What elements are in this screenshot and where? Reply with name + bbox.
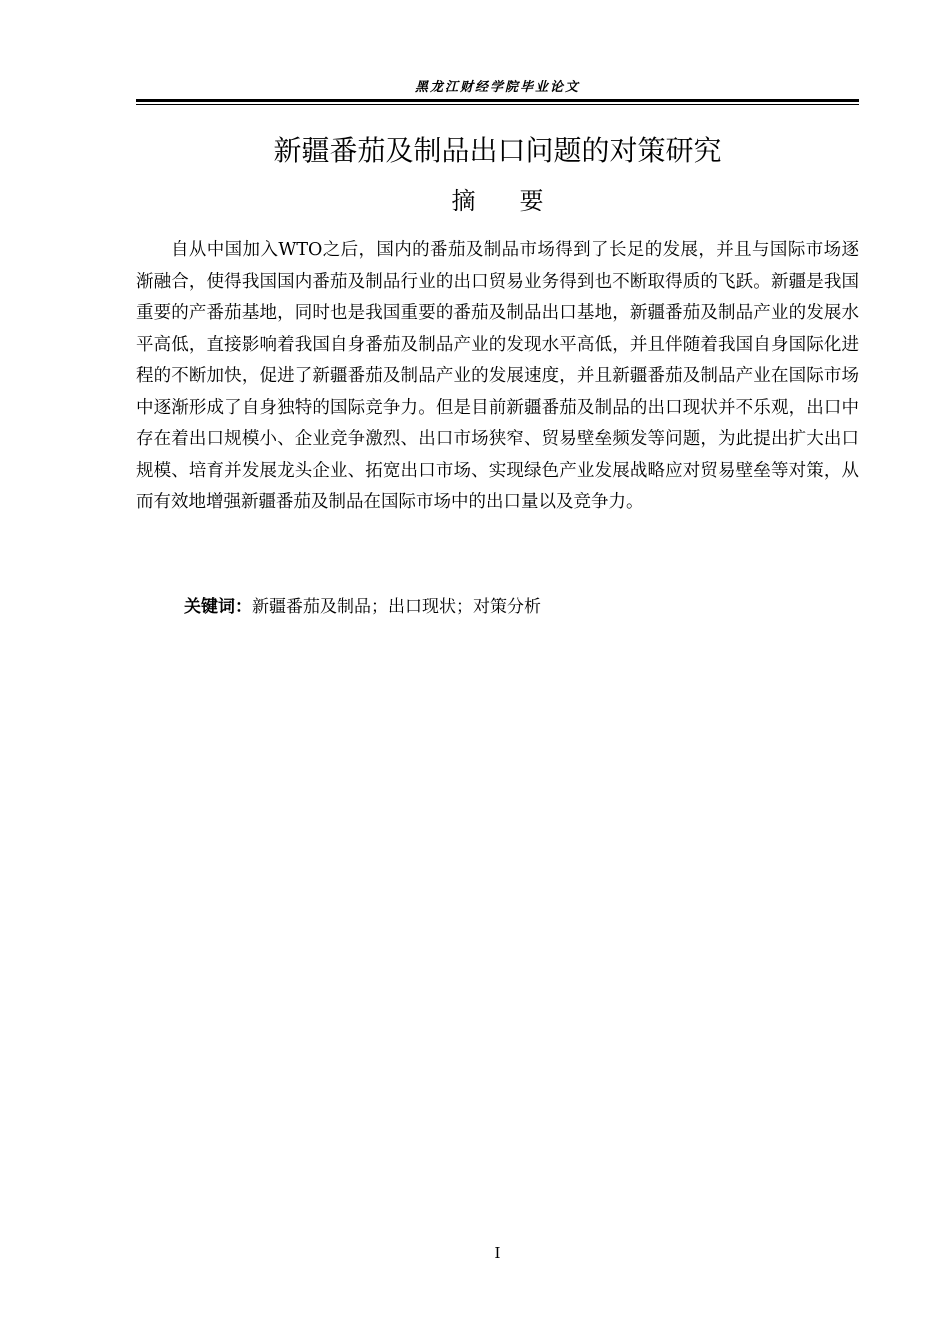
running-header: 黑龙江财经学院毕业论文 bbox=[414, 80, 580, 95]
keywords-value: 新疆番茄及制品；出口现状；对策分析 bbox=[252, 597, 541, 617]
header-rule-thin bbox=[136, 104, 859, 105]
abstract-heading-char-2: 要 bbox=[519, 187, 544, 215]
page-number: I bbox=[494, 1244, 501, 1262]
keywords-label: 关键词： bbox=[184, 597, 252, 617]
abstract-heading bbox=[136, 183, 859, 219]
abstract-heading-char-1: 摘 bbox=[451, 187, 476, 215]
paper-title: 新疆番茄及制品出口问题的对策研究 bbox=[273, 134, 722, 167]
header-rule-thick bbox=[136, 99, 859, 102]
abstract-body: 自从中国加入WTO之后，国内的番茄及制品市场得到了长足的发展，并且与国际市场逐渐融合，使得我国国内番茄及制品行业的出口贸易业务得到也不断取得质的飞跃。新疆是我国重要的产番茄基地，同时也是我国重要的番茄及制品出口基地，新疆番茄及制品产业的发展水平高低，直接影响着我国自身番茄及制品产业的发现水平高低，并且伴随着我国自身国际化进程的不断加快，促进了新疆番茄及制品产业的发展速度，并且新疆番茄及制品产业在国际市场中逐渐形成了自身独特的国际竞争力。但是目前新疆番茄及制品的出口现状并不乐观，出口中存在着出口规模小、企业竞争激烈、出口市场狭窄、贸易壁垒频发等问题，为此提出扩大出口规模、培育并发展龙头企业、拓宽出口市场、实现绿色产业发展战略应对贸易壁垒等对策，从而有效地增强新疆番茄及制品在国际市场中的出口量以及竞争力。 bbox=[136, 240, 859, 512]
keywords-line bbox=[184, 592, 859, 622]
